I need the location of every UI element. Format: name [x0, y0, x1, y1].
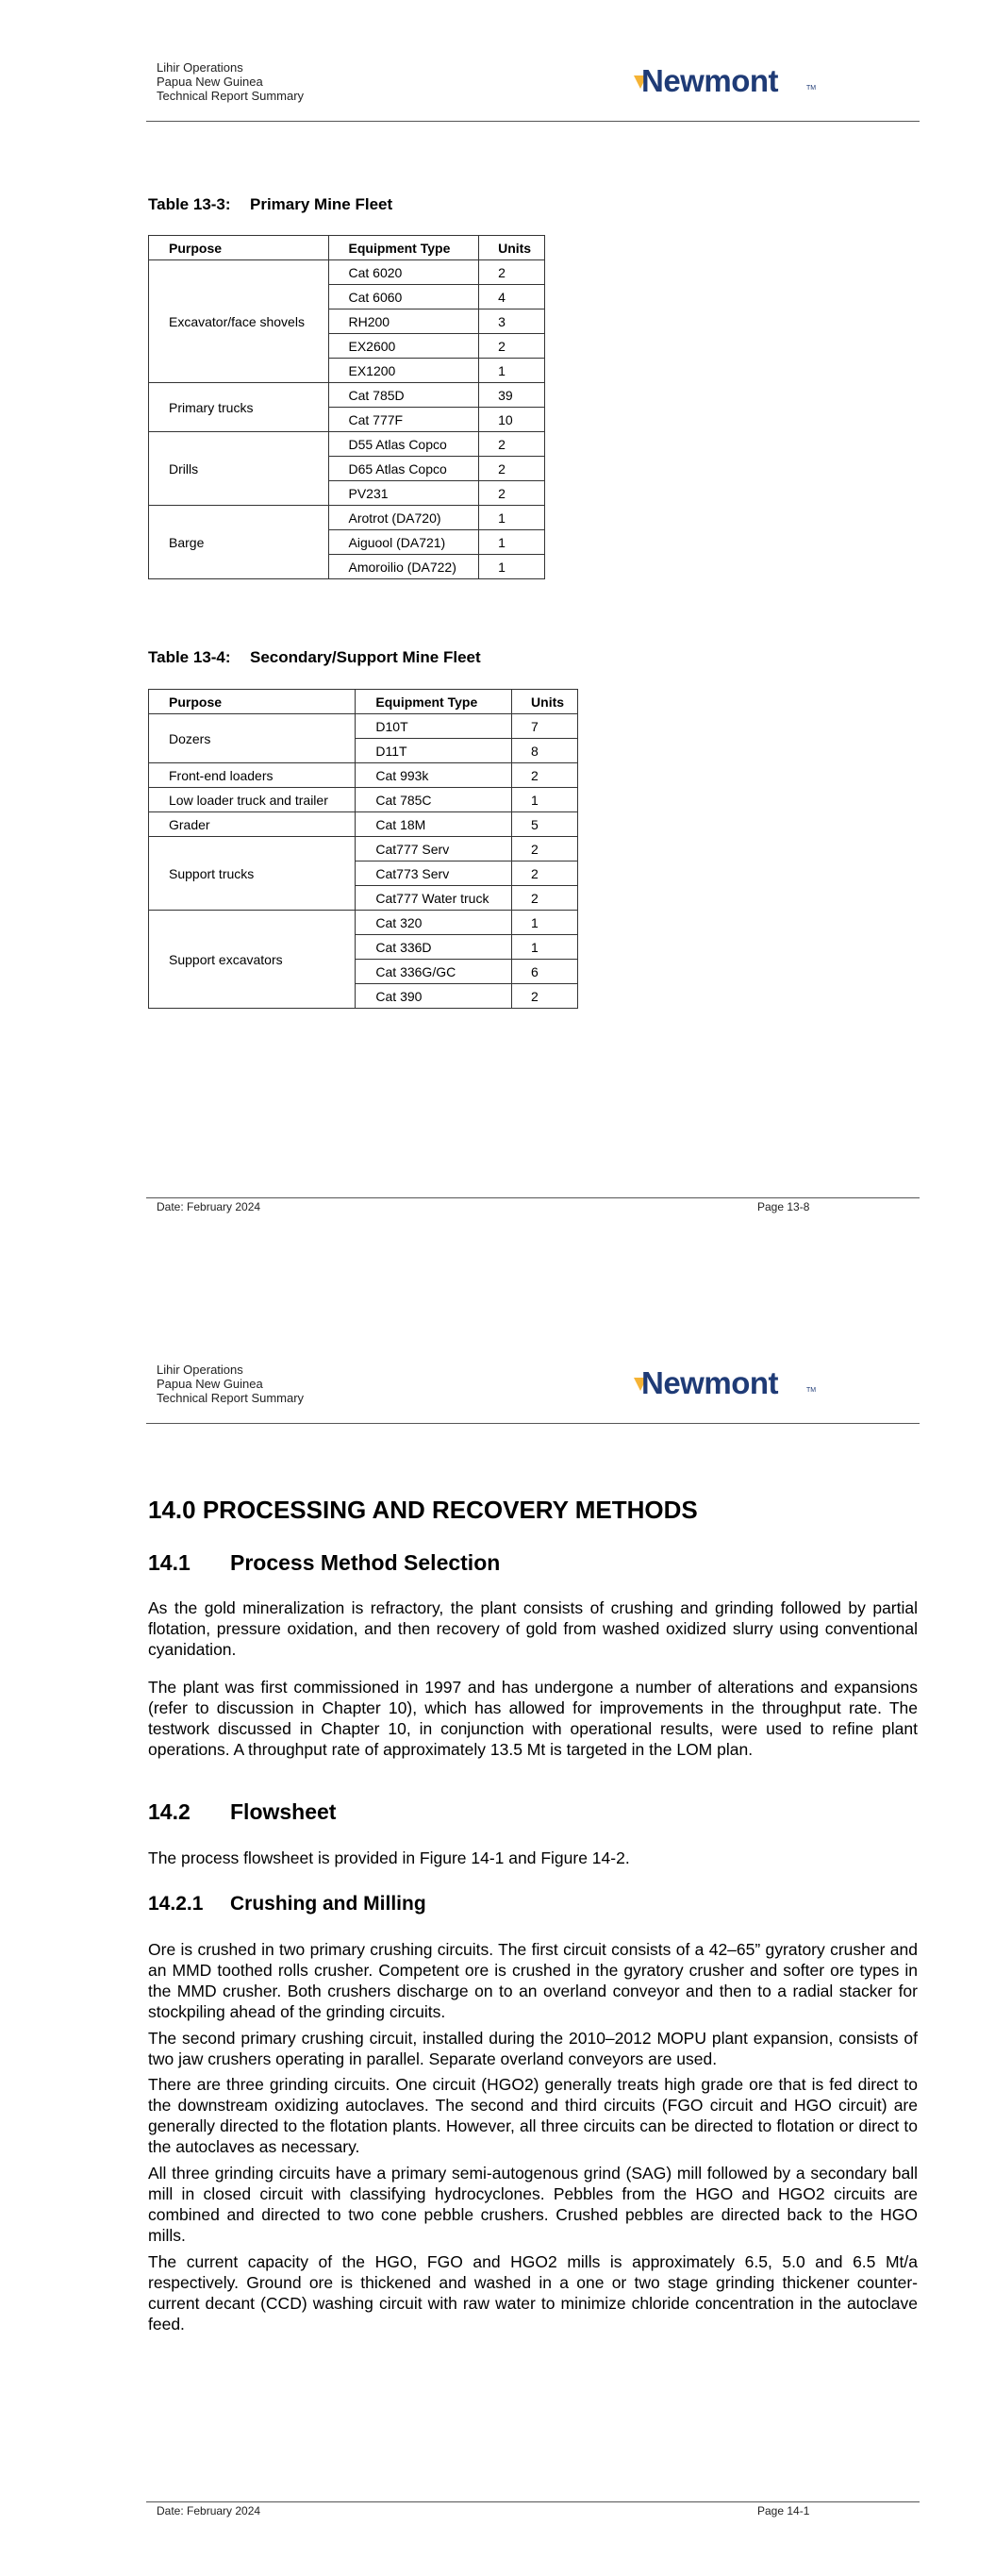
- heading-number: 14.1: [148, 1550, 191, 1575]
- table-title: Primary Mine Fleet: [250, 195, 393, 213]
- units-cell: 6: [512, 960, 578, 984]
- header-line-2: Papua New Guinea: [157, 1377, 263, 1391]
- units-cell: 1: [512, 935, 578, 960]
- equipment-type-cell: Cat 18M: [356, 812, 512, 837]
- table-row: [149, 506, 545, 530]
- units-cell: 2: [479, 260, 545, 285]
- equipment-type-cell: Arotrot (DA720): [328, 506, 479, 530]
- paragraph: The process flowsheet is provided in Figure 14-1 and Figure 14-2.: [148, 1848, 630, 1867]
- table-row: [149, 788, 578, 812]
- units-cell: 2: [512, 886, 578, 911]
- units-cell: 1: [479, 359, 545, 383]
- purpose-cell: Low loader truck and trailer: [149, 788, 356, 812]
- equipment-type-cell: Cat 6020: [328, 260, 479, 285]
- newmont-logo: [634, 62, 817, 100]
- table-row: [149, 260, 545, 285]
- equipment-type-cell: Cat 785C: [356, 788, 512, 812]
- column-header: Purpose: [149, 236, 329, 260]
- units-cell: 2: [512, 984, 578, 1009]
- table-number: Table 13-4:: [148, 648, 231, 666]
- table-row: [149, 432, 545, 457]
- heading-title: Process Method Selection: [230, 1550, 501, 1575]
- column-header: Units: [479, 236, 545, 260]
- purpose-cell: Dozers: [149, 714, 356, 763]
- header-line-1: Lihir Operations: [157, 60, 243, 75]
- footer-rule: [146, 2501, 920, 2502]
- column-header: Equipment Type: [328, 236, 479, 260]
- section-title: 14.0 PROCESSING AND RECOVERY METHODS: [148, 1496, 698, 1524]
- units-cell: 4: [479, 285, 545, 309]
- support-mine-fleet-table: [148, 689, 578, 1009]
- units-cell: 10: [479, 408, 545, 432]
- units-cell: 2: [479, 432, 545, 457]
- footer-page-number: Page 13-8: [757, 1200, 810, 1213]
- equipment-type-cell: RH200: [328, 309, 479, 334]
- footer-date: Date: February 2024: [157, 2504, 261, 2517]
- units-cell: 2: [512, 837, 578, 861]
- equipment-type-cell: Cat 390: [356, 984, 512, 1009]
- paragraph: Ore is crushed in two primary crushing circuits. The first circuit consists of a 42–65” gyratory crusher and an MMD toothed rolls crusher. Competent ore is crushed in the gyratory crusher and softer ore types in the MMD crusher. Both crushers discharge on to an overland conveyor and then to a radial stacker for stockpiling ahead of the grinding circuits.: [148, 1940, 918, 2021]
- table-header-row: [149, 236, 545, 260]
- logo-trademark: TM: [806, 1387, 817, 1394]
- equipment-type-cell: Aiguool (DA721): [328, 530, 479, 555]
- equipment-type-cell: D55 Atlas Copco: [328, 432, 479, 457]
- equipment-type-cell: EX1200: [328, 359, 479, 383]
- logo-wordmark: Newmont: [641, 1365, 778, 1400]
- purpose-cell: Support excavators: [149, 911, 356, 1009]
- page-13-8: [0, 0, 995, 1264]
- paragraph: There are three grinding circuits. One circuit (HGO2) generally treats high grade ore that is fed direct to the downstream oxidizing autoclaves. The second and third circuits (FGO circuit and HGO circuit) are generally directed to the flotation plants. However, all three circuits can be directed to flotation or direct to the autoclaves as necessary.: [148, 2075, 918, 2156]
- units-cell: 1: [512, 788, 578, 812]
- purpose-cell: Grader: [149, 812, 356, 837]
- units-cell: 8: [512, 739, 578, 763]
- purpose-cell: Primary trucks: [149, 383, 329, 432]
- heading-title: Crushing and Milling: [230, 1893, 426, 1915]
- table-number: Table 13-3:: [148, 195, 231, 213]
- units-cell: 1: [479, 555, 545, 579]
- paragraph: All three grinding circuits have a primary semi-autogenous grind (SAG) mill followed by a secondary ball mill in closed circuit with classifying hydrocyclones. Pebbles from the HGO and HGO2 circuits are combined and directed to two cone pebble crushers. Crushed pebbles are directed back to the HGO mills.: [148, 2164, 918, 2245]
- equipment-type-cell: Cat 336D: [356, 935, 512, 960]
- subsection-heading: [148, 1799, 336, 1825]
- purpose-cell: Support trucks: [149, 837, 356, 911]
- header-rule: [146, 121, 920, 122]
- header-line-3: Technical Report Summary: [157, 89, 305, 103]
- paragraph: The plant was first commissioned in 1997 and has undergone a number of alterations and expansions (refer to discussion in Chapter 10), which has allowed for improvements in the throughput rate. The testwork discussed in Chapter 10, in conjunction with operational results, were used to refine plant operations. A throughput rate of approximately 13.5 Mt is targeted in the LOM plan.: [148, 1678, 918, 1759]
- units-cell: 2: [479, 481, 545, 506]
- units-cell: 3: [479, 309, 545, 334]
- heading-number: 14.2: [148, 1799, 191, 1824]
- table-row: [149, 383, 545, 408]
- column-header: Units: [512, 690, 578, 714]
- subsection-heading: [148, 1893, 426, 1915]
- heading-number: 14.2.1: [148, 1893, 204, 1915]
- logo-trademark: TM: [806, 85, 817, 92]
- header-line-2: Papua New Guinea: [157, 75, 263, 89]
- header-line-1: Lihir Operations: [157, 1363, 243, 1377]
- purpose-cell: Front-end loaders: [149, 763, 356, 788]
- equipment-type-cell: Cat773 Serv: [356, 861, 512, 886]
- table-row: [149, 763, 578, 788]
- subsection-heading: [148, 1550, 500, 1576]
- paragraph: The second primary crushing circuit, installed during the 2010–2012 MOPU plant expansion, consists of two jaw crushers operating in parallel. Separate overland conveyors are used.: [148, 2029, 918, 2068]
- paragraph: As the gold mineralization is refractory, the plant consists of crushing and grinding followed by partial flotation, pressure oxidation, and then recovery of gold from washed oxidized slurry using conventional cyanidation.: [148, 1598, 918, 1659]
- table-title: Secondary/Support Mine Fleet: [250, 648, 481, 666]
- primary-mine-fleet-table: [148, 235, 545, 579]
- units-cell: 2: [512, 763, 578, 788]
- table-row: [149, 812, 578, 837]
- units-cell: 2: [479, 334, 545, 359]
- units-cell: 1: [479, 530, 545, 555]
- table-caption: [148, 648, 481, 667]
- column-header: Purpose: [149, 690, 356, 714]
- equipment-type-cell: Cat 785D: [328, 383, 479, 408]
- units-cell: 5: [512, 812, 578, 837]
- footer-rule: [146, 1197, 920, 1198]
- units-cell: 2: [479, 457, 545, 481]
- equipment-type-cell: Cat 320: [356, 911, 512, 935]
- table-row: [149, 837, 578, 861]
- footer-page-number: Page 14-1: [757, 2504, 810, 2517]
- heading-title: Flowsheet: [230, 1799, 337, 1824]
- units-cell: 39: [479, 383, 545, 408]
- equipment-type-cell: Cat777 Water truck: [356, 886, 512, 911]
- equipment-type-cell: Cat 993k: [356, 763, 512, 788]
- equipment-type-cell: D65 Atlas Copco: [328, 457, 479, 481]
- purpose-cell: Drills: [149, 432, 329, 506]
- report-header: [157, 60, 304, 103]
- table-header-row: [149, 690, 578, 714]
- column-header: Equipment Type: [356, 690, 512, 714]
- equipment-type-cell: Amoroilio (DA722): [328, 555, 479, 579]
- units-cell: 2: [512, 861, 578, 886]
- header-line-3: Technical Report Summary: [157, 1391, 305, 1405]
- page-14-1: [0, 1302, 995, 2576]
- table-caption: [148, 195, 392, 214]
- purpose-cell: Excavator/face shovels: [149, 260, 329, 383]
- equipment-type-cell: Cat777 Serv: [356, 837, 512, 861]
- header-rule: [146, 1423, 920, 1424]
- units-cell: 1: [479, 506, 545, 530]
- equipment-type-cell: Cat 6060: [328, 285, 479, 309]
- logo-wordmark: Newmont: [641, 63, 778, 98]
- equipment-type-cell: EX2600: [328, 334, 479, 359]
- units-cell: 7: [512, 714, 578, 739]
- newmont-logo: [634, 1364, 817, 1402]
- footer-date: Date: February 2024: [157, 1200, 261, 1213]
- equipment-type-cell: D10T: [356, 714, 512, 739]
- units-cell: 1: [512, 911, 578, 935]
- equipment-type-cell: PV231: [328, 481, 479, 506]
- table-row: [149, 911, 578, 935]
- report-header: [157, 1363, 304, 1405]
- paragraph: The current capacity of the HGO, FGO and HGO2 mills is approximately 6.5, 5.0 and 6.5 Mt/a respectively. Ground ore is thickened and washed in a one or two stage grinding thickener counter-current decant (CCD) washing circuit with raw water to minimize chloride concentration in the autoclave feed.: [148, 2252, 918, 2333]
- equipment-type-cell: Cat 336G/GC: [356, 960, 512, 984]
- table-row: [149, 714, 578, 739]
- purpose-cell: Barge: [149, 506, 329, 579]
- equipment-type-cell: D11T: [356, 739, 512, 763]
- equipment-type-cell: Cat 777F: [328, 408, 479, 432]
